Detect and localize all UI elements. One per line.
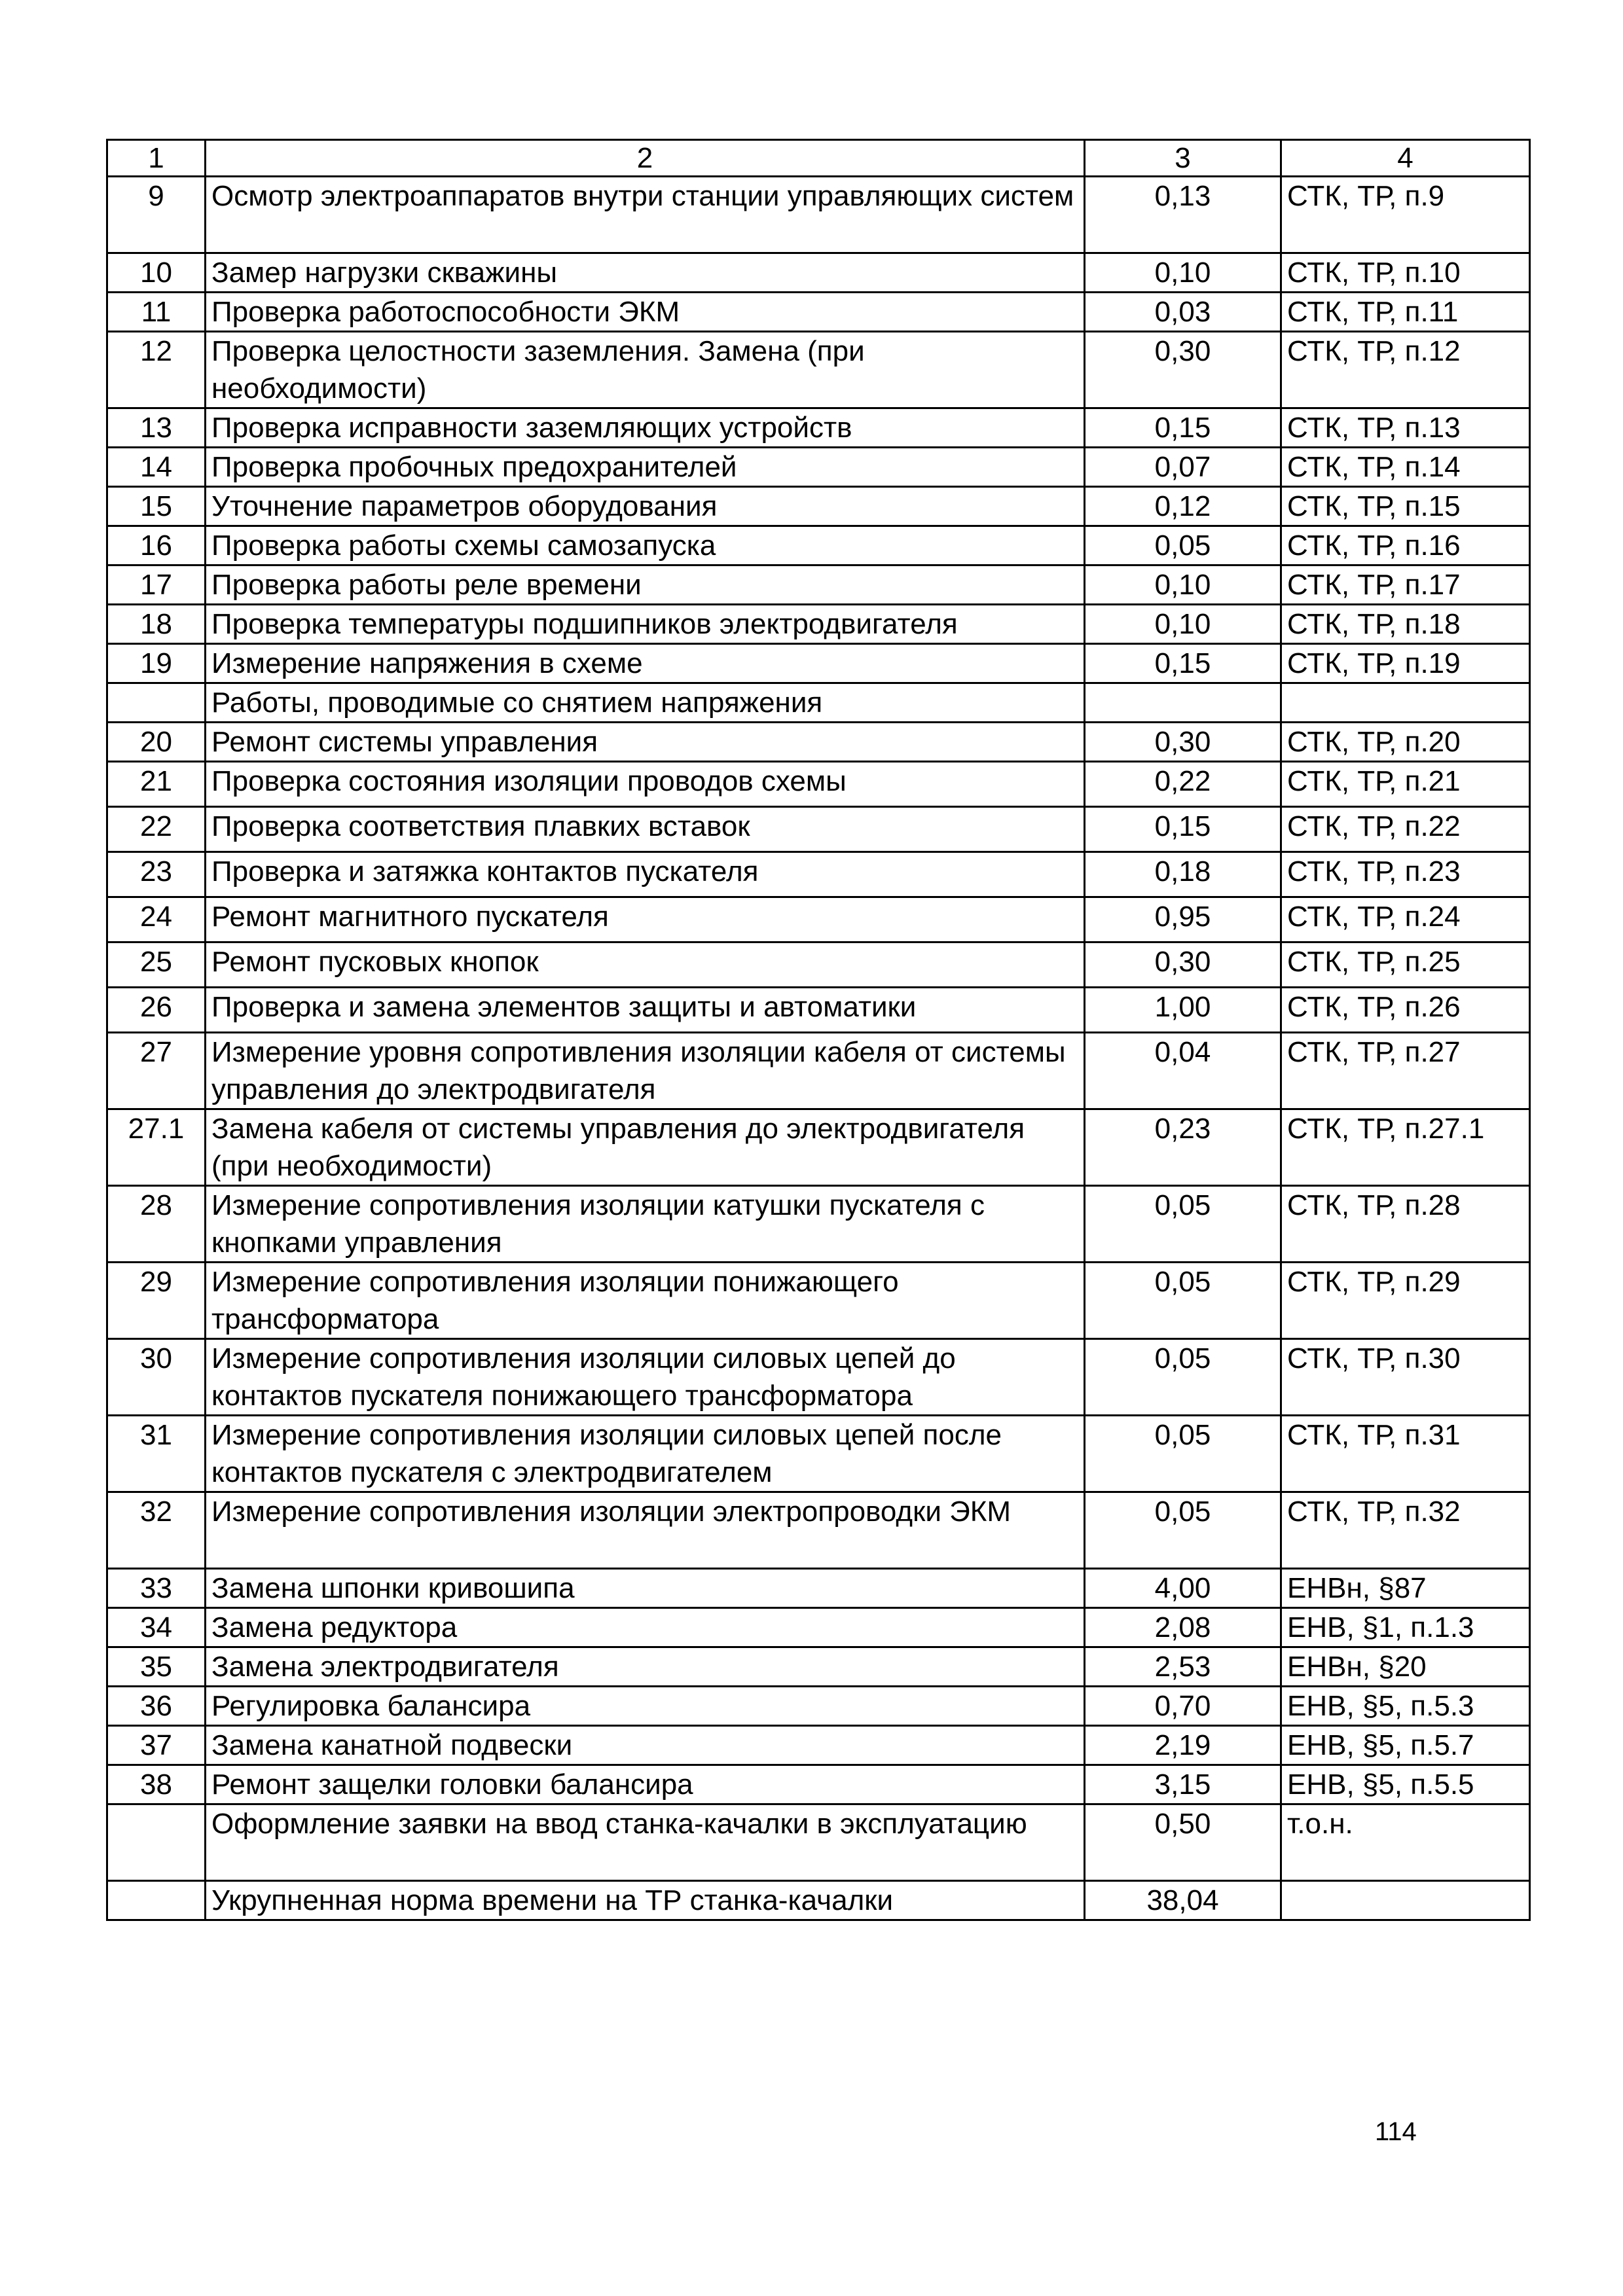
time-norm: 0,12: [1085, 487, 1281, 526]
norm-reference: т.о.н.: [1281, 1804, 1530, 1881]
work-description: Измерение напряжения в схеме: [206, 644, 1085, 683]
work-description: Проверка работы схемы самозапуска: [206, 526, 1085, 565]
table-row: [107, 852, 1530, 897]
work-description: Замер нагрузки скважины: [206, 253, 1085, 293]
table-row: [107, 807, 1530, 852]
work-description: Уточнение параметров оборудования: [206, 487, 1085, 526]
work-description: Проверка работоспособности ЭКМ: [206, 293, 1085, 332]
work-description: Измерение сопротивления изоляции катушки пускателя с кнопками управления: [206, 1186, 1085, 1263]
row-number: 27.1: [107, 1109, 206, 1186]
time-norm: 0,07: [1085, 448, 1281, 487]
row-number: 20: [107, 723, 206, 762]
norm-reference: СТК, ТР, п.30: [1281, 1339, 1530, 1416]
row-number: 35: [107, 1647, 206, 1687]
table-row: [107, 526, 1530, 565]
page-number: 114: [1375, 2117, 1417, 2146]
norm-reference: СТК, ТР, п.27.1: [1281, 1109, 1530, 1186]
time-norm: 0,05: [1085, 1339, 1281, 1416]
norm-reference: СТК, ТР, п.11: [1281, 293, 1530, 332]
norm-reference: СТК, ТР, п.27: [1281, 1033, 1530, 1109]
work-description: Проверка соответствия плавких вставок: [206, 807, 1085, 852]
work-description: Осмотр электроаппаратов внутри станции управляющих систем: [206, 177, 1085, 253]
work-description: Замена канатной подвески: [206, 1726, 1085, 1765]
table-row: [107, 1569, 1530, 1608]
time-norm: 0,05: [1085, 526, 1281, 565]
row-number: 22: [107, 807, 206, 852]
work-description: Ремонт магнитного пускателя: [206, 897, 1085, 942]
time-norm: 0,70: [1085, 1687, 1281, 1726]
work-description: Работы, проводимые со снятием напряжения: [206, 683, 1085, 723]
time-norm: 2,19: [1085, 1726, 1281, 1765]
norm-reference: СТК, ТР, п.26: [1281, 988, 1530, 1033]
work-description: Проверка целостности заземления. Замена (при необходимости): [206, 332, 1085, 408]
row-number: [107, 1804, 206, 1881]
row-number: 25: [107, 942, 206, 988]
work-description: Укрупненная норма времени на ТР станка-качалки: [206, 1881, 1085, 1920]
time-norm: 0,95: [1085, 897, 1281, 942]
work-description: Проверка работы реле времени: [206, 565, 1085, 605]
time-norm: 0,05: [1085, 1186, 1281, 1263]
header-row: [107, 140, 1530, 177]
table-row: [107, 1416, 1530, 1492]
norm-reference: СТК, ТР, п.9: [1281, 177, 1530, 253]
time-norm: [1085, 683, 1281, 723]
time-norm: 0,13: [1085, 177, 1281, 253]
row-number: 24: [107, 897, 206, 942]
row-number: 37: [107, 1726, 206, 1765]
table-row: [107, 1765, 1530, 1804]
table-row: [107, 487, 1530, 526]
time-norm: 2,08: [1085, 1608, 1281, 1647]
table-row: [107, 408, 1530, 448]
table-row: [107, 723, 1530, 762]
norm-reference: СТК, ТР, п.10: [1281, 253, 1530, 293]
table-row: [107, 988, 1530, 1033]
norm-reference: СТК, ТР, п.21: [1281, 762, 1530, 807]
work-description: Ремонт пусковых кнопок: [206, 942, 1085, 988]
time-norm: 2,53: [1085, 1647, 1281, 1687]
row-number: [107, 683, 206, 723]
work-description: Замена шпонки кривошипа: [206, 1569, 1085, 1608]
table-row: [107, 762, 1530, 807]
norm-reference: ЕНВ, §5, п.5.7: [1281, 1726, 1530, 1765]
row-number: 29: [107, 1263, 206, 1339]
time-norm: 0,18: [1085, 852, 1281, 897]
table-row: [107, 1726, 1530, 1765]
time-norm: 0,05: [1085, 1492, 1281, 1569]
table-row: [107, 1608, 1530, 1647]
row-number: 10: [107, 253, 206, 293]
time-norm: 4,00: [1085, 1569, 1281, 1608]
norm-reference: СТК, ТР, п.31: [1281, 1416, 1530, 1492]
table-row: [107, 683, 1530, 723]
table-row: [107, 1033, 1530, 1109]
table-row: [107, 565, 1530, 605]
row-number: 13: [107, 408, 206, 448]
table-row: [107, 332, 1530, 408]
time-norm: 0,03: [1085, 293, 1281, 332]
row-number: 30: [107, 1339, 206, 1416]
norm-reference: СТК, ТР, п.17: [1281, 565, 1530, 605]
table-row: [107, 1109, 1530, 1186]
time-norm: 0,30: [1085, 942, 1281, 988]
table-row: [107, 605, 1530, 644]
work-description: Проверка состояния изоляции проводов схемы: [206, 762, 1085, 807]
table-row: [107, 448, 1530, 487]
work-description: Оформление заявки на ввод станка-качалки в эксплуатацию: [206, 1804, 1085, 1881]
work-description: Ремонт защелки головки балансира: [206, 1765, 1085, 1804]
time-norm: 0,04: [1085, 1033, 1281, 1109]
row-number: 38: [107, 1765, 206, 1804]
norm-reference: СТК, ТР, п.13: [1281, 408, 1530, 448]
norm-reference: СТК, ТР, п.18: [1281, 605, 1530, 644]
header-col-1: 1: [107, 140, 206, 177]
norms-table: [106, 139, 1531, 1921]
row-number: 28: [107, 1186, 206, 1263]
time-norm: 0,15: [1085, 807, 1281, 852]
norm-reference: ЕНВн, §20: [1281, 1647, 1530, 1687]
table-row: [107, 1687, 1530, 1726]
table-body: [107, 140, 1530, 1920]
norm-reference: [1281, 1881, 1530, 1920]
row-number: 14: [107, 448, 206, 487]
norm-reference: СТК, ТР, п.28: [1281, 1186, 1530, 1263]
work-description: Измерение уровня сопротивления изоляции кабеля от системы управления до электродвигателя: [206, 1033, 1085, 1109]
work-description: Проверка пробочных предохранителей: [206, 448, 1085, 487]
table-row: [107, 644, 1530, 683]
row-number: 36: [107, 1687, 206, 1726]
header-col-3: 3: [1085, 140, 1281, 177]
row-number: 32: [107, 1492, 206, 1569]
row-number: 23: [107, 852, 206, 897]
norm-reference: СТК, ТР, п.24: [1281, 897, 1530, 942]
norm-reference: СТК, ТР, п.15: [1281, 487, 1530, 526]
row-number: 9: [107, 177, 206, 253]
row-number: 27: [107, 1033, 206, 1109]
norm-reference: ЕНВ, §5, п.5.3: [1281, 1687, 1530, 1726]
work-description: Замена электродвигателя: [206, 1647, 1085, 1687]
row-number: 31: [107, 1416, 206, 1492]
time-norm: 0,15: [1085, 644, 1281, 683]
time-norm: 0,15: [1085, 408, 1281, 448]
work-description: Измерение сопротивления изоляции понижающего трансформатора: [206, 1263, 1085, 1339]
table-row: [107, 253, 1530, 293]
norm-reference: [1281, 683, 1530, 723]
work-description: Измерение сопротивления изоляции силовых цепей до контактов пускателя понижающего трансформатора: [206, 1339, 1085, 1416]
norm-reference: СТК, ТР, п.12: [1281, 332, 1530, 408]
table-row: [107, 177, 1530, 253]
time-norm: 0,50: [1085, 1804, 1281, 1881]
time-norm: 0,10: [1085, 605, 1281, 644]
work-description: Замена редуктора: [206, 1608, 1085, 1647]
norm-reference: ЕНВ, §5, п.5.5: [1281, 1765, 1530, 1804]
row-number: 11: [107, 293, 206, 332]
row-number: 17: [107, 565, 206, 605]
table-row: [107, 1804, 1530, 1881]
header-col-4: 4: [1281, 140, 1530, 177]
work-description: Проверка и замена элементов защиты и автоматики: [206, 988, 1085, 1033]
work-description: Проверка температуры подшипников электродвигателя: [206, 605, 1085, 644]
header-col-2: 2: [206, 140, 1085, 177]
work-description: Ремонт системы управления: [206, 723, 1085, 762]
work-description: Измерение сопротивления изоляции электропроводки ЭКМ: [206, 1492, 1085, 1569]
row-number: 34: [107, 1608, 206, 1647]
norm-reference: СТК, ТР, п.19: [1281, 644, 1530, 683]
norm-reference: СТК, ТР, п.23: [1281, 852, 1530, 897]
work-description: Проверка исправности заземляющих устройств: [206, 408, 1085, 448]
time-norm: 0,10: [1085, 565, 1281, 605]
time-norm: 0,05: [1085, 1416, 1281, 1492]
norm-reference: ЕНВ, §1, п.1.3: [1281, 1608, 1530, 1647]
norm-reference: ЕНВн, §87: [1281, 1569, 1530, 1608]
table-row: [107, 1186, 1530, 1263]
table-row: [107, 942, 1530, 988]
time-norm: 0,23: [1085, 1109, 1281, 1186]
work-description: Измерение сопротивления изоляции силовых цепей после контактов пускателя с электродвигателем: [206, 1416, 1085, 1492]
norm-reference: СТК, ТР, п.14: [1281, 448, 1530, 487]
table-row: [107, 1263, 1530, 1339]
row-number: 15: [107, 487, 206, 526]
work-description: Регулировка балансира: [206, 1687, 1085, 1726]
time-norm: 0,30: [1085, 723, 1281, 762]
row-number: 19: [107, 644, 206, 683]
time-norm: 0,10: [1085, 253, 1281, 293]
row-number: 16: [107, 526, 206, 565]
time-norm: 3,15: [1085, 1765, 1281, 1804]
time-norm: 0,22: [1085, 762, 1281, 807]
row-number: 12: [107, 332, 206, 408]
table-row: [107, 897, 1530, 942]
time-norm: 0,30: [1085, 332, 1281, 408]
row-number: 21: [107, 762, 206, 807]
work-description: Проверка и затяжка контактов пускателя: [206, 852, 1085, 897]
table-row: [107, 1647, 1530, 1687]
row-number: 33: [107, 1569, 206, 1608]
table-row: [107, 1881, 1530, 1920]
table-row: [107, 293, 1530, 332]
table-row: [107, 1492, 1530, 1569]
row-number: 18: [107, 605, 206, 644]
norm-reference: СТК, ТР, п.20: [1281, 723, 1530, 762]
norm-reference: СТК, ТР, п.32: [1281, 1492, 1530, 1569]
row-number: 26: [107, 988, 206, 1033]
norm-reference: СТК, ТР, п.25: [1281, 942, 1530, 988]
row-number: [107, 1881, 206, 1920]
table-row: [107, 1339, 1530, 1416]
time-norm: 1,00: [1085, 988, 1281, 1033]
norm-reference: СТК, ТР, п.22: [1281, 807, 1530, 852]
work-description: Замена кабеля от системы управления до электродвигателя (при необходимости): [206, 1109, 1085, 1186]
norm-reference: СТК, ТР, п.16: [1281, 526, 1530, 565]
time-norm: 0,05: [1085, 1263, 1281, 1339]
time-norm: 38,04: [1085, 1881, 1281, 1920]
norm-reference: СТК, ТР, п.29: [1281, 1263, 1530, 1339]
